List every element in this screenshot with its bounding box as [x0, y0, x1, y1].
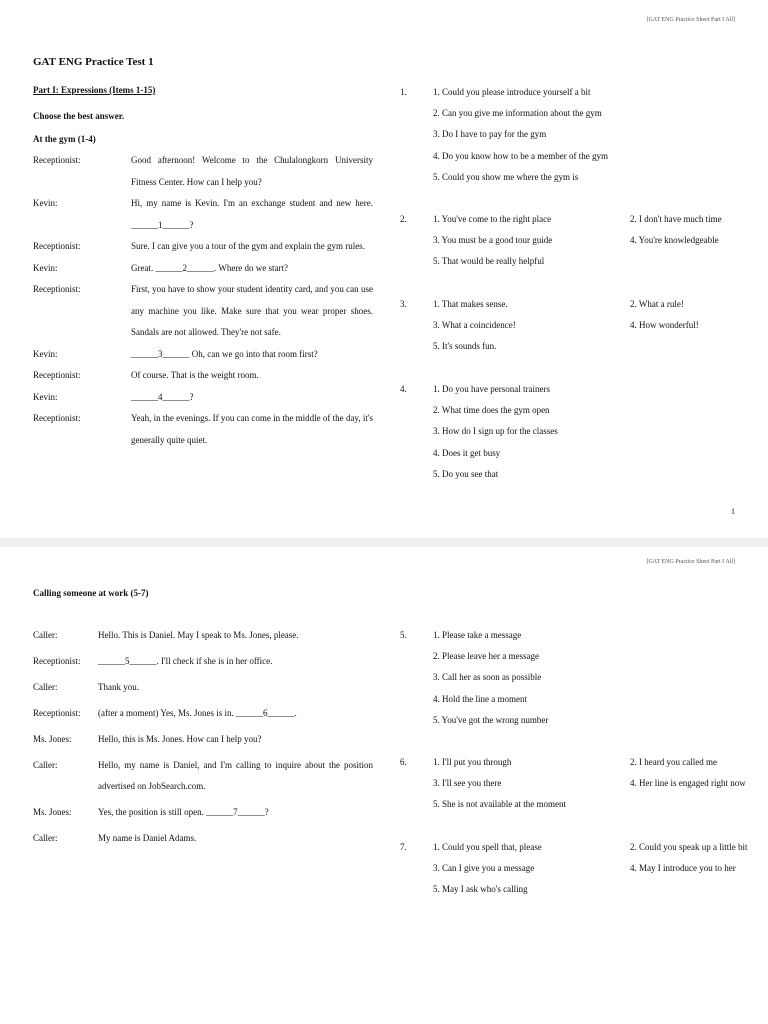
answer-option[interactable]: 2. Can you give me information about the gym [433, 108, 602, 119]
answer-options [433, 625, 743, 731]
answer-option[interactable]: 1. Please take a message [433, 630, 522, 640]
answer-option[interactable]: 4. How wonderful! [630, 320, 699, 331]
dialogue-line [33, 193, 373, 236]
answer-options [433, 209, 743, 273]
option-row [433, 773, 746, 794]
question-number: 4. [400, 384, 407, 394]
answer-options [433, 837, 748, 901]
answer-option[interactable]: 5. Could you show me where the gym is [433, 171, 579, 182]
answer-option[interactable]: 3. Can I give you a message [433, 863, 535, 874]
running-header: [GAT ENG Practice Sheet Part I All] [646, 17, 735, 23]
utterance-text: Hello, my name is Daniel, and I'm calling to inquire about the position advertised on JobSearch.com. [98, 760, 373, 791]
answer-option[interactable]: 4. Does it get busy [433, 447, 501, 458]
utterance-text: Hi, my name is Kevin. I'm an exchange student and new here. ______1______? [131, 198, 373, 230]
option-row [433, 103, 743, 124]
utterance-text: Good afternoon! Welcome to the Chulalongkorn University Fitness Center. How can I help you? [131, 155, 373, 187]
utterance-text: Sure. I can give you a tour of the gym and explain the gym rules. [131, 241, 365, 251]
question-number: 2. [400, 214, 407, 224]
question-number: 3. [400, 299, 407, 309]
utterance-text: Hello. This is Daniel. May I speak to Ms. Jones, please. [98, 630, 299, 640]
option-row [433, 646, 743, 667]
utterance-text: First, you have to show your student identity card, and you can use any machine you like. Make sure that you wear proper shoes. Sandals are not allowed. They're not safe. [131, 284, 373, 337]
answer-option[interactable]: 3. Do I have to pay for the gym [433, 129, 547, 140]
option-row [433, 837, 748, 858]
page-title: GAT ENG Practice Test 1 [33, 56, 154, 68]
dialogue-line [33, 387, 373, 409]
utterance-text: Thank you. [98, 682, 139, 692]
dialogue-line [33, 150, 373, 193]
option-row [433, 315, 743, 336]
answer-options [433, 294, 743, 358]
answer-option[interactable]: 2. I heard you called me [630, 757, 717, 767]
option-row [433, 209, 743, 230]
answer-option[interactable]: 1. Could you please introduce yourself a bit [433, 87, 591, 97]
dialogue-line [33, 625, 373, 646]
speaker-label: Kevin: [33, 198, 58, 208]
utterance-text: Great. ______2______. Where do we start? [131, 262, 289, 273]
dialogue-line [33, 279, 373, 344]
question-number: 7. [400, 842, 407, 852]
answer-option[interactable]: 1. I'll put you through [433, 757, 512, 767]
answer-option[interactable]: 4. You're knowledgeable [630, 235, 719, 246]
option-row [433, 167, 743, 188]
option-row [433, 443, 743, 464]
speaker-label: Ms. Jones: [33, 734, 72, 744]
dialogue-gym [33, 150, 373, 451]
dialogue-phone-call [33, 625, 373, 854]
page-number: 1 [731, 507, 735, 516]
speaker-label: Caller: [33, 833, 58, 843]
option-row [433, 82, 743, 103]
dialogue-line [33, 828, 373, 849]
page-divider [0, 538, 768, 547]
speaker-label: Receptionist: [33, 241, 81, 251]
answer-option[interactable]: 4. Hold the line a moment [433, 693, 527, 704]
answer-option[interactable]: 4. Her line is engaged right now [630, 778, 746, 789]
speaker-label: Kevin: [33, 262, 58, 273]
dialogue-line [33, 408, 373, 451]
speaker-label: Kevin: [33, 348, 58, 359]
option-row [433, 794, 743, 815]
answer-options [433, 379, 743, 485]
answer-option[interactable]: 2. What a rule! [630, 299, 684, 309]
answer-option[interactable]: 2. What time does the gym open [433, 405, 550, 416]
utterance-text: ______3______ Oh, can we go into that room first? [131, 348, 318, 359]
option-row [433, 464, 743, 485]
option-row [433, 858, 743, 879]
utterance-text: ______4______? [131, 391, 194, 402]
dialogue-line [33, 258, 373, 280]
utterance-text: My name is Daniel Adams. [98, 833, 197, 843]
answer-option[interactable]: 4. Do you know how to be a member of the gym [433, 150, 608, 161]
question-number: 6. [400, 757, 407, 767]
answer-option[interactable]: 3. How do I sign up for the classes [433, 426, 558, 437]
option-row [433, 625, 743, 646]
answer-option[interactable]: 3. You must be a good tour guide [433, 235, 553, 246]
speaker-label: Kevin: [33, 391, 58, 402]
option-row [433, 251, 743, 272]
utterance-text: Of course. That is the weight room. [131, 370, 259, 380]
answer-option[interactable]: 3. I'll see you there [433, 778, 502, 789]
dialogue-line [33, 729, 373, 750]
dialogue-line [33, 703, 373, 724]
answer-option[interactable]: 1. That makes sense. [433, 299, 508, 309]
speaker-label: Receptionist: [33, 656, 81, 666]
speaker-label: Ms. Jones: [33, 807, 72, 817]
utterance-text: (after a moment) Yes, Ms. Jones is in. ______6______. [98, 708, 297, 718]
option-row [433, 124, 743, 145]
option-row [433, 710, 743, 731]
dialogue-line [33, 365, 373, 387]
option-row [433, 400, 743, 421]
answer-options [433, 752, 746, 816]
option-row [433, 879, 743, 900]
answer-options [433, 82, 743, 188]
option-row [433, 336, 743, 357]
option-row [433, 379, 743, 400]
option-row [433, 230, 743, 251]
speaker-label: Caller: [33, 682, 58, 692]
speaker-label: Caller: [33, 630, 58, 640]
answer-option[interactable]: 5. Do you see that [433, 468, 499, 479]
question-number: 5. [400, 630, 407, 640]
speaker-label: Receptionist: [33, 155, 81, 165]
section-heading: At the gym (1-4) [33, 134, 96, 144]
answer-option[interactable]: 1. Could you spell that, please [433, 842, 542, 852]
page-2 [0, 547, 768, 1024]
speaker-label: Caller: [33, 760, 58, 770]
answer-option[interactable]: 4. May I introduce you to her [630, 863, 736, 874]
utterance-text: ______5______. I'll check if she is in her office. [98, 656, 273, 666]
option-row [433, 689, 743, 710]
instruction-text: Choose the best answer. [33, 111, 125, 121]
answer-option[interactable]: 2. I don't have much time [630, 214, 722, 224]
speaker-label: Receptionist: [33, 370, 81, 380]
section-heading: Calling someone at work (5-7) [33, 588, 149, 598]
option-row [433, 146, 743, 167]
answer-option[interactable]: 5. May I ask who's calling [433, 884, 528, 895]
answer-option[interactable]: 5. That would be really helpful [433, 256, 545, 267]
running-header: [GAT ENG Practice Sheet Part I All] [646, 559, 735, 565]
answer-option[interactable]: 2. Please leave her a message [433, 651, 539, 662]
answer-option[interactable]: 3. What a coincidence! [433, 320, 516, 331]
dialogue-line [33, 802, 373, 823]
question-number: 1. [400, 87, 407, 97]
answer-option[interactable]: 5. She is not available at the moment [433, 799, 566, 810]
answer-option[interactable]: 3. Call her as soon as possible [433, 672, 542, 683]
dialogue-line [33, 677, 373, 698]
answer-option[interactable]: 1. You've come to the right place [433, 214, 552, 224]
speaker-label: Receptionist: [33, 413, 81, 423]
answer-option[interactable]: 2. Could you speak up a little bit [630, 842, 748, 852]
answer-option[interactable]: 5. It's sounds fun. [433, 341, 497, 352]
option-row [433, 752, 743, 773]
speaker-label: Receptionist: [33, 708, 81, 718]
answer-option[interactable]: 1. Do you have personal trainers [433, 384, 550, 394]
dialogue-line [33, 651, 373, 672]
dialogue-line [33, 236, 373, 258]
utterance-text: Hello, this is Ms. Jones. How can I help you? [98, 734, 262, 744]
dialogue-line [33, 344, 373, 366]
part-heading: Part I: Expressions (Items 1-15) [33, 85, 156, 95]
utterance-text: Yes, the position is still open. ______7______? [98, 807, 269, 817]
utterance-text: Yeah, in the evenings. If you can come in the middle of the day, it's generally quite quiet. [131, 413, 373, 445]
dialogue-line [33, 755, 373, 797]
option-row [433, 421, 743, 442]
option-row [433, 667, 743, 688]
speaker-label: Receptionist: [33, 284, 81, 294]
answer-option[interactable]: 5. You've got the wrong number [433, 714, 549, 725]
option-row [433, 294, 743, 315]
